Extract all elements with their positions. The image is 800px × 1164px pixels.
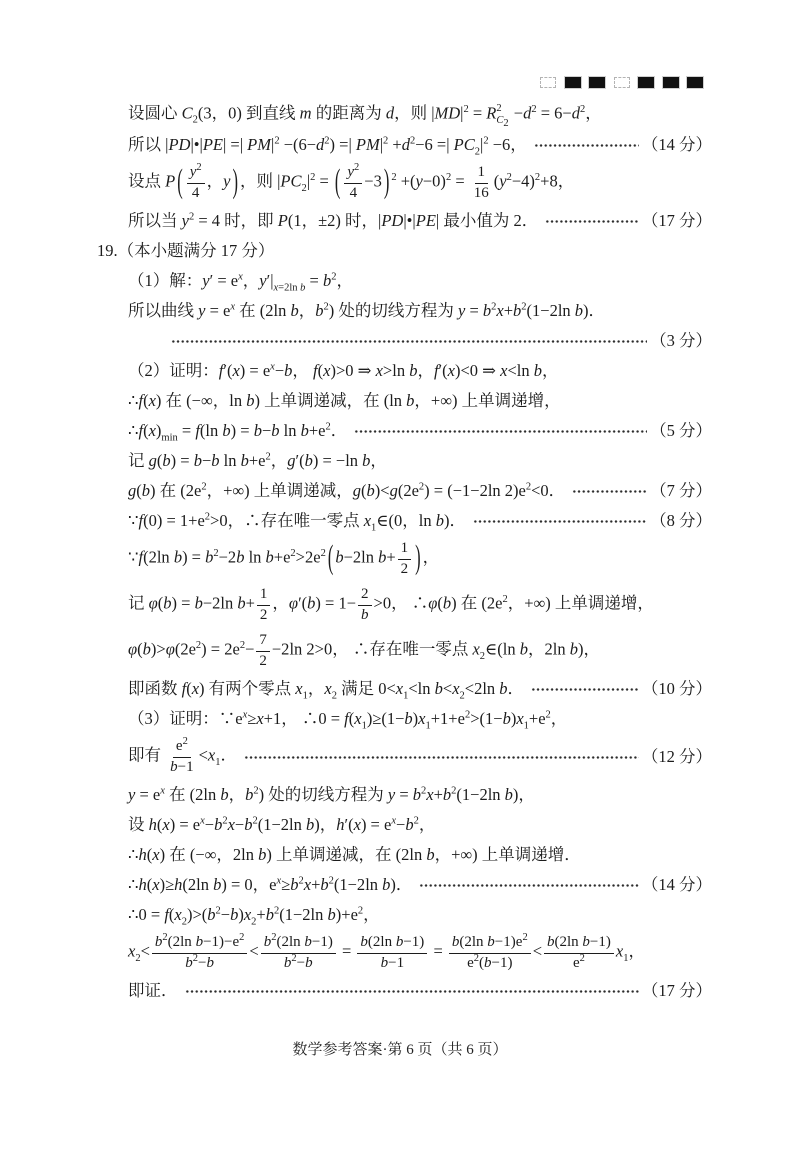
dot-leader xyxy=(354,423,647,440)
sup-sub-stack: 2 $C_2$ xyxy=(496,103,509,130)
solution-line-26 xyxy=(128,930,712,976)
line-content: ∵f(2ln $b) = b^2-2b$ $\ln b+e^2>2e^2$ ( b−2ln b+ $\frac{1}{2}$ ) ， xyxy=(128,540,439,578)
solution-line-10 xyxy=(128,386,712,416)
dot-leader xyxy=(572,483,647,500)
solution-line-1 xyxy=(128,100,712,130)
dot-leader xyxy=(534,137,639,154)
solution-line-21 xyxy=(128,780,712,810)
line-content: 所以曲线 $y = e^x$ 在 (2ln b，$b^2$) 处的切线方程为 $y = b^2x+b^2(1-2\ln$ b)． xyxy=(128,300,606,320)
score-label: （3 分） xyxy=(650,330,712,350)
print-mark xyxy=(638,77,654,88)
line-content: （3）证明：$\because e^x\ge x+1$， ∴0 = $f(x_1)\ge(1-b)x_1+1+e^2>(1-b)x_1+e^2$， xyxy=(128,708,568,731)
fraction: $\frac{\text{b(2ln b−1)}}{e^2}$ xyxy=(544,934,614,972)
line-content: ∵f(0) = $1+e^2>0$，∴存在唯一零点 $x_1\in(0$，ln b)． xyxy=(128,510,466,533)
solution-line-18 xyxy=(128,674,712,704)
fraction: $\frac{b^2(2\ln b-1)-e^2}{b^2-b}$ xyxy=(152,934,248,972)
solution-line-27 xyxy=(128,976,712,1006)
dot-leader xyxy=(171,333,647,350)
big-paren: ( xyxy=(334,160,341,200)
solution-line-3 xyxy=(128,160,712,206)
print-mark xyxy=(687,77,703,88)
solution-line-13 xyxy=(128,476,712,506)
big-paren: ) xyxy=(415,536,421,576)
dot-leader xyxy=(185,983,639,1000)
fraction: $\frac{b^2(2\ln b-1)}{b^2-b}$ xyxy=(261,934,336,972)
score-label: （14 分） xyxy=(641,874,712,894)
dot-leader xyxy=(531,681,639,698)
print-mark xyxy=(614,77,630,88)
solution-line-2 xyxy=(128,130,712,160)
line-content: ∴h(x)≥h(2ln b) = 0，$e^x\ge b^2x+b^2(1-2\ln$ b)． xyxy=(128,874,413,894)
solution-line-8 xyxy=(128,326,712,356)
line-content: 即证． xyxy=(128,980,178,1000)
score-label: （10 分） xyxy=(641,678,712,698)
score-label: （5 分） xyxy=(650,420,712,440)
fraction: $\frac{2}{b}$ xyxy=(358,586,372,624)
dot-leader xyxy=(473,513,647,530)
line-content: ∴0 = $f(x_2)>(b^2-b)x_2+b^2(1-2\ln$ $b)+e^2$， xyxy=(128,904,380,927)
score-label: （7 分） xyxy=(650,480,712,500)
solution-line-15 xyxy=(128,536,712,582)
line-content: 所以当 $y^2 = 4$ 时，即 P(1，±2) 时，|PD|•|PE| 最小值为 2． xyxy=(128,210,539,230)
line-content: 设点 P ( $\frac{y^2}{4}$ ，y ) ，则 $|PC_2|^2$ = ( $\frac{y^2}{4}$ −3 ) $^2 +(y-0)^2$ = $\frac{1}{16}$ $(y^2-4)^2+8$， xyxy=(128,164,574,202)
solution-line-19 xyxy=(128,704,712,734)
line-content: 所以 |PD|•|PE| =| $PM|^2 -(6-d^2)$ =| $PM|^2 +d^2-6$ =| $PC_2|^2 -6$， xyxy=(128,134,527,157)
line-content: g(b) 在 ($2e^2$，+∞) 上单调递减，$g(b)<g(2e^2) = (-1-2\ln$ $2)e^2<0$． xyxy=(128,480,566,500)
print-mark xyxy=(565,77,581,88)
solution-line-16 xyxy=(128,582,712,628)
big-paren: ) xyxy=(232,160,238,200)
line-content: $y = e^x$ 在 (2ln b，$b^2$) 处的切线方程为 $y = b^2x+b^2(1-2\ln$ b)， xyxy=(128,784,535,804)
solution-line-17 xyxy=(128,628,712,674)
line-content: 记 g(b) = b−b $\ln b+e^2$，g′(b) = −ln b， xyxy=(128,450,387,470)
big-paren: ( xyxy=(177,160,183,200)
score-label: （17 分） xyxy=(641,210,712,230)
big-paren: ( xyxy=(327,536,334,576)
solution-line-7 xyxy=(128,296,712,326)
solution-line-11 xyxy=(128,416,712,446)
score-label: （14 分） xyxy=(641,134,712,154)
solution-line-24 xyxy=(128,870,712,900)
fraction: $\frac{\text{b(2ln b−1)}}{b-1}$ xyxy=(357,934,427,972)
solution-line-12 xyxy=(128,446,712,476)
line-content: ∴h(x) 在 (−∞，2ln b) 上单调递减，在 (2ln b，+∞) 上单调递增． xyxy=(128,844,581,864)
line-content: $\varphi(b)>\varphi(2e^2) = 2e^2-$ $\frac{7}{2}$ −2ln 2>0， ∴存在唯一零点 $x_2\in(\ln$ b，2ln b)， xyxy=(128,632,600,669)
fraction: $\frac{y^2}{4}$ xyxy=(344,164,362,202)
fraction: $\frac{y^2}{4}$ xyxy=(187,164,205,202)
score-label: （8 分） xyxy=(650,510,712,530)
line-content: $\therefore f(x)_{min} = f(\ln$ b) = b−b $\ln b+e^2$． xyxy=(128,420,348,443)
print-mark xyxy=(589,77,605,88)
print-mark xyxy=(540,77,556,88)
score-label: （12 分） xyxy=(641,746,712,766)
dot-leader xyxy=(545,213,639,230)
line-content: 即函数 f(x) 有两个零点 $x_1$，$x_2$ 满足 $0<x_1<\ln$ $b<x_2<2\ln$ b． xyxy=(128,678,525,701)
dot-leader xyxy=(419,877,638,894)
line-content: （2）证明：$f'(x) = e^x-b$， f(x)>0 ⇒ x>ln b，f′(x)<0 ⇒ x<ln b， xyxy=(128,360,559,380)
line-content: 记 φ(b) = b−2ln b+ $\frac{1}{2}$ ，φ′(b) = 1− $\frac{2}{b}$ >0， ∴φ(b) 在 ($2e^2$，+∞) 上单调递增， xyxy=(128,586,654,623)
solution-line-20 xyxy=(128,734,712,780)
line-content: 设圆心 $C_2(3$，0) 到直线 m 的距离为 d，则 $|MD|^2 = R$ 2 $C_2$ $-d^2 = 6-d^2$， xyxy=(128,103,602,130)
fraction: $\frac{7}{2}$ xyxy=(256,632,270,670)
print-mark xyxy=(663,77,679,88)
line-content: 即有 $\frac{e^2}{b-1}$ $<x_1$． xyxy=(128,736,237,775)
line-content: $x_2<$ $\frac{b^2(2\ln b-1)-e^2}{b^2-b}$ < $\frac{b^2(2\ln b-1)}{b^2-b}$ = $\frac{\text{b(2ln b−1)}}{b-1}$ = $\frac{b(2\ln b-1)e^2}{e^2(b-1)}$ < $\frac{\text{b(2ln b−1)}}{e^2}$ $x_1$， xyxy=(128,932,645,971)
fraction: $\frac{1}{2}$ xyxy=(257,586,271,624)
line-content: 19.（本小题满分 17 分） xyxy=(97,240,275,260)
score-label: （17 分） xyxy=(641,980,712,1000)
solution-line-25 xyxy=(128,900,712,930)
solution-line-6 xyxy=(128,266,712,296)
fraction: $\frac{1}{16}$ xyxy=(473,164,489,201)
line-content: ∴f(x) 在 (−∞，ln b) 上单调递减，在 (ln b，+∞) 上单调递增， xyxy=(128,390,561,410)
solution-line-4 xyxy=(128,206,712,236)
solution-line-9 xyxy=(128,356,712,386)
solution-line-14 xyxy=(128,506,712,536)
print-registration-marks xyxy=(540,77,703,88)
line-content: （1）解：$y' = e^x$，$y'|_{x=2ln b} = b^2$， xyxy=(128,270,353,293)
big-paren: ) xyxy=(383,160,390,200)
dot-leader xyxy=(244,749,639,766)
page-footer: 数学参考答案·第 6 页（共 6 页） xyxy=(292,1042,508,1058)
fraction: $\frac{e^2}{b-1}$ xyxy=(170,736,194,775)
fraction: $\frac{1}{2}$ xyxy=(398,540,412,578)
solution-document xyxy=(97,100,712,1006)
solution-line-23 xyxy=(128,840,712,870)
solution-line-22 xyxy=(128,810,712,840)
solution-line-5 xyxy=(97,236,712,266)
fraction: $\frac{b(2\ln b-1)e^2}{e^2(b-1)}$ xyxy=(449,934,531,972)
line-content: 设 $h(x) = e^x-b^2x-b^2(1-2\ln$ b)，$h'(x) = e^x-b^2$， xyxy=(128,814,436,834)
